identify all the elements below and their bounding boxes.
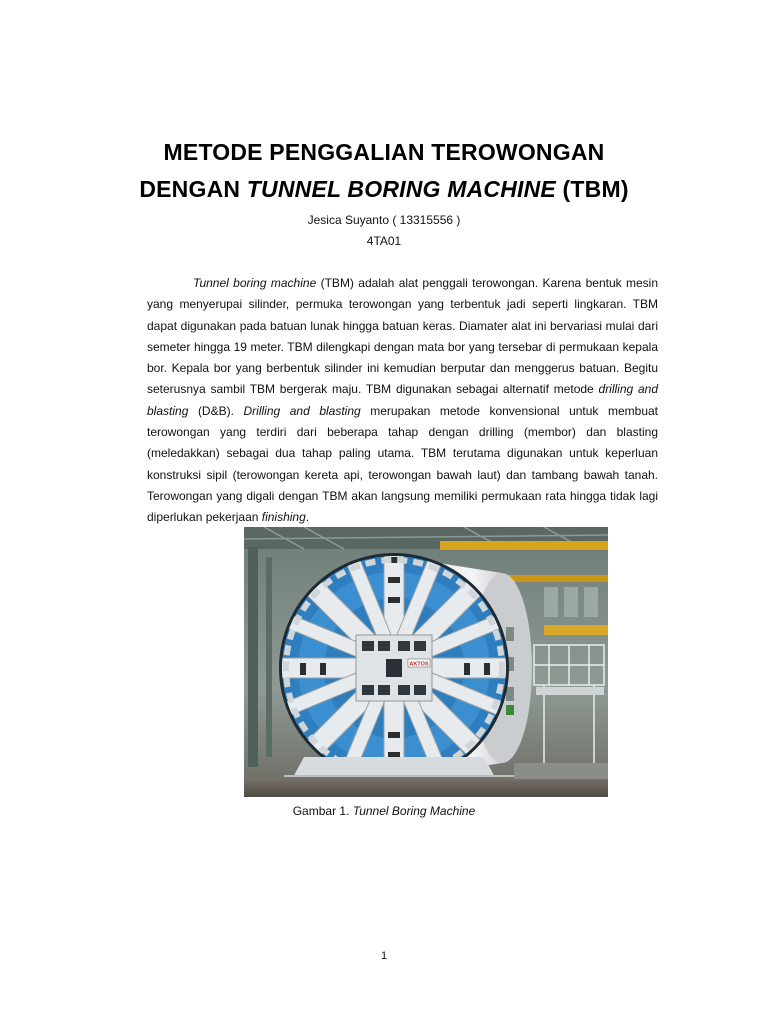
title-line-1: METODE PENGGALIAN TEROWONGAN (163, 139, 605, 165)
class-code: 4TA01 (366, 234, 402, 248)
caption-italic: Tunnel Boring Machine (352, 804, 476, 818)
title-line-2 (0, 176, 768, 203)
author: Jesica Suyanto ( 13315556 ) (307, 213, 461, 227)
text-segment: (TBM) adalah alat penggali terowongan. Karena bentuk mesin yang menyerupai silinder, permuka terowongan yang terbentuk jadi seperti lingkaran. TBM dapat digunakan pada batuan lunak hingga batuan keras. Diamater alat ini bervariasi mulai dari semeter hingga 19 meter. TBM dilengkapi dengan mata bor yang tersebar di permukaan kepala bor. Kepala bor yang berbentuk silinder ini kemudian berputar dan menggerus batuan. Begitu seterusnya sambil TBM bergerak maju. TBM digunakan sebagai alternatif metode (147, 276, 658, 397)
tbm-photo (244, 527, 608, 797)
title-suffix: (TBM) (555, 176, 629, 202)
body-paragraph (147, 273, 658, 529)
page-number: 1 (380, 950, 388, 962)
machine-label: AKTOS (409, 661, 429, 668)
text-segment: (D&B). (188, 403, 244, 418)
text-segment: Drilling and blasting (243, 403, 361, 418)
text-segment: Tunnel boring machine (193, 276, 317, 290)
text-segment: drilling and blasting (147, 382, 658, 418)
text-segment: merupakan metode konvensional untuk membuat terowongan yang terdiri dari beberapa tahap dengan drilling (membor) dan blasting (meledakkan) sebagai dua tahap paling utama. TBM terutama digunakan untuk keperluan konstruksi sipil (terowongan kereta api, terowongan bawah laut) dan tambang bawah tanah. Terowongan yang digali dengan TBM akan langsung memiliki permukaan rata hingga tidak lagi diperlukan pekerjaan (147, 403, 659, 525)
text-segment: finishing (261, 510, 306, 525)
caption-prefix: Gambar 1. (292, 804, 353, 818)
title-prefix: DENGAN (139, 176, 247, 202)
title-italic: TUNNEL BORING MACHINE (246, 176, 556, 202)
figure-caption (0, 804, 768, 818)
text-segment: . (305, 510, 310, 525)
